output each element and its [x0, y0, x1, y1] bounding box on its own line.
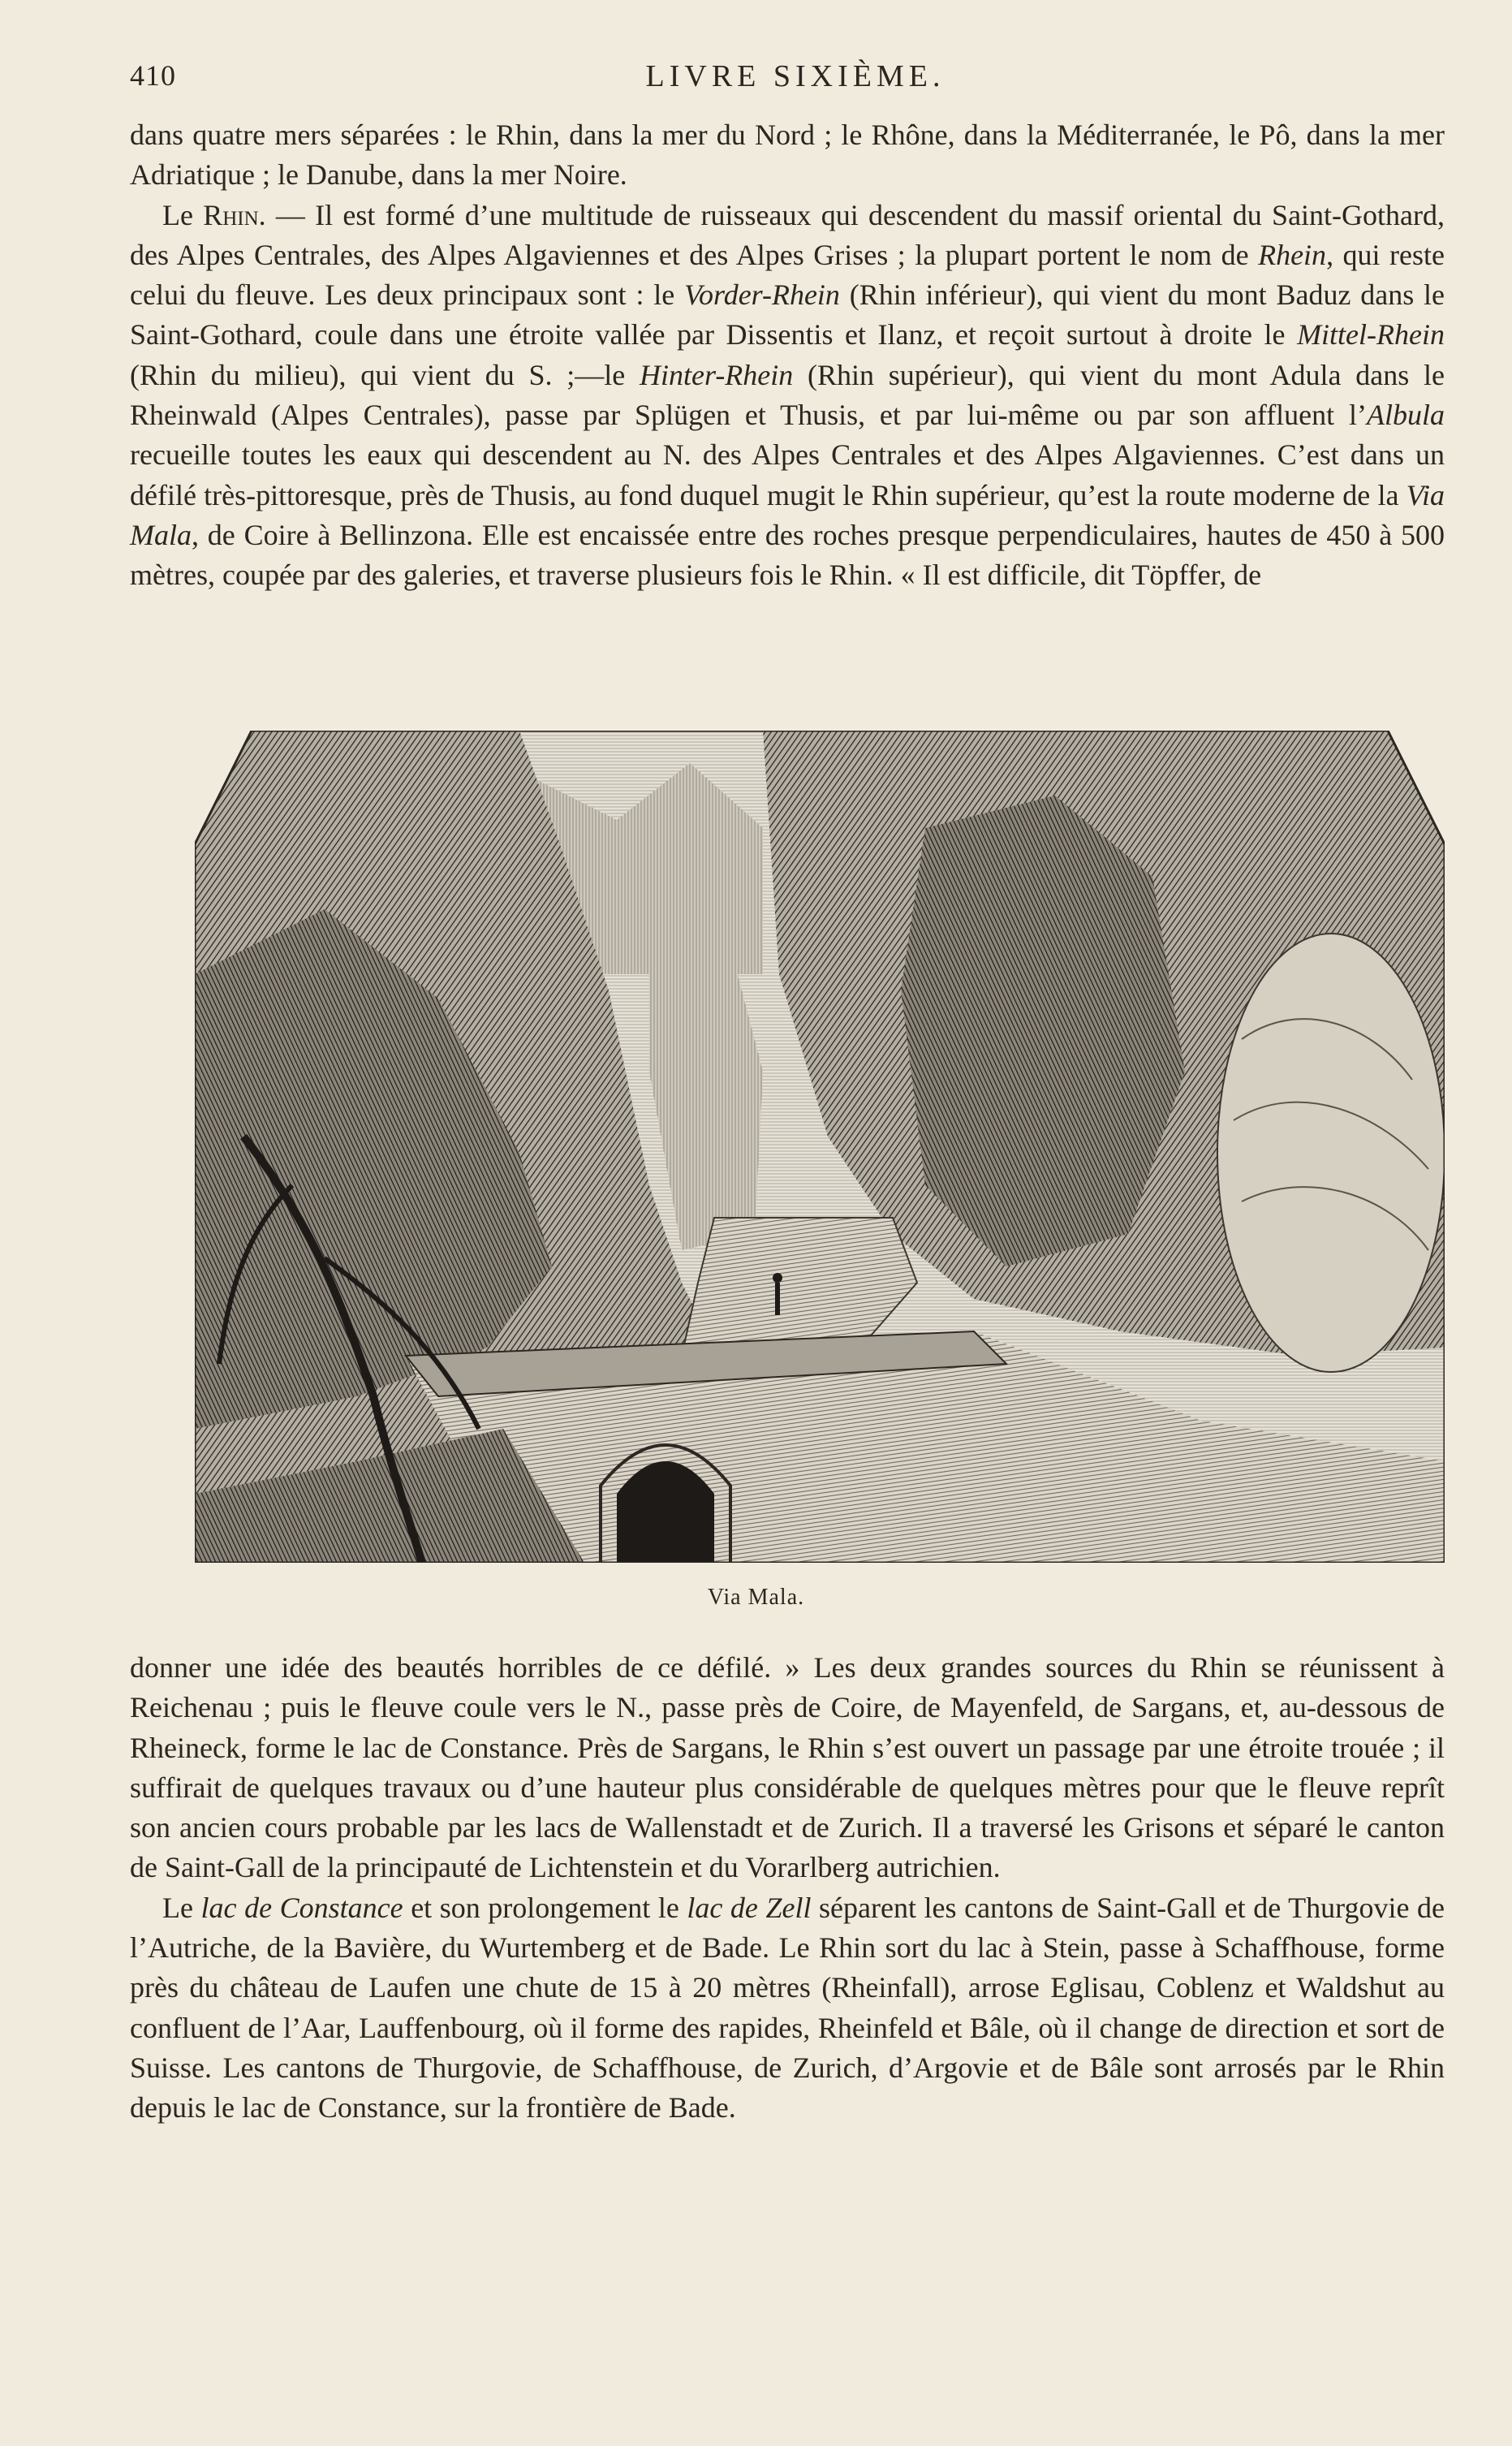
- italic-term: Vorder-Rhein: [684, 278, 840, 312]
- running-title: LIVRE SIXIÈME.: [645, 59, 946, 93]
- engraving-via-mala: [195, 731, 1445, 1563]
- paragraph-rhin: Le Rhin. — Il est formé d’une multitude de ruisseaux qui descendent du massif oriental du Saint-Gothard, des Alpes Centrales, des Alpes Algaviennes et des Alpes Grises ; la plupart portent le nom de Rhein, qui reste celui du fleuve. Les deux principaux sont : le Vorder-Rhein (Rhin inférieur), qui vient du mont Baduz dans le Saint-Gothard, coule dans une étroite vallée par Dissentis et Ilanz, et reçoit surtout à droite le Mittel-Rhein (Rhin du milieu), qui vient du S. ;—le Hinter-Rhein (Rhin supérieur), qui vient du mont Adula dans le Rheinwald (Alpes Centrales), passe par Splügen et Thusis, et par lui-même ou par son affluent l’Albula recueille toutes les eaux qui descendent au N. des Alpes Centrales et des Alpes Algaviennes. C’est dans un défilé très-pittoresque, près de Thusis, au fond duquel mugit le Rhin supérieur, qu’est la route moderne de la Via Mala, de Coire à Bellinzona. Elle est encaissée entre des roches presque perpendiculaires, hautes de 450 à 500 mètres, coupée par des galeries, et traverse plusieurs fois le Rhin. « Il est difficile, dit Töpffer, de: [130, 198, 1445, 592]
- engraving-illustration: [195, 731, 1445, 1563]
- italic-term: Albula: [1367, 399, 1445, 432]
- italic-term: lac de Constance: [200, 1891, 403, 1924]
- paragraph: donner une idée des beautés horribles de ce défilé. » Les deux grandes sources du Rhin se réunissent à Reichenau ; puis le fleuve coule vers le N., passe près de Coire, de Mayenfeld, de Sargans, et, au-dessous de Rheineck, forme le lac de Constance. Près de Sargans, le Rhin s’est ouvert un passage par une étroite trouée ; il suffirait de quelques travaux ou d’une hauteur plus considérable de quelques mètres pour que le fleuve reprît son ancien cours probable par les lacs de Wallenstadt et de Zurich. Il a traversé les Grisons et séparé le canton de Saint-Gall de la principauté de Lichtenstein et du Vorarlberg autrichien.: [130, 1651, 1445, 1884]
- paragraph: dans quatre mers séparées : le Rhin, dans la mer du Nord ; le Rhône, dans la Méditerranée, le Pô, dans la mer Adriatique ; le Danube, dans la mer Noire.: [130, 119, 1445, 192]
- running-header: [130, 58, 1461, 107]
- italic-term: Hinter-Rhein: [640, 358, 794, 391]
- page-number: 410: [130, 59, 176, 92]
- italic-term: lac de Zell: [687, 1891, 812, 1924]
- text-block-top: [130, 115, 1445, 596]
- text-block-bottom: [130, 1648, 1445, 2129]
- section-heading-rhin: Rhin: [203, 198, 259, 231]
- italic-term: Rhein: [1258, 238, 1327, 271]
- italic-term: Mittel-Rhein: [1297, 318, 1445, 352]
- paragraph-constance: Le lac de Constance et son prolongement le lac de Zell séparent les cantons de Saint-Gall et de Thurgovie de l’Autriche, de la Bavière, du Wurtemberg et de Bade. Le Rhin sort du lac à Stein, passe à Schaffhouse, forme près du château de Laufen une chute de 15 à 20 mètres (Rheinfall), arrose Eglisau, Coblenz et Waldshut au confluent de l’Aar, Lauffenbourg, où il forme des rapides, Rheinfeld et Bâle, où il change de direction et sort de Suisse. Les cantons de Thurgovie, de Schaffhouse, de Zurich, d’Argovie et de Bâle sont arrosés par le Rhin depuis le lac de Constance, sur la frontière de Bade.: [130, 1891, 1445, 2125]
- italic-term: Via Mala: [130, 478, 1445, 551]
- figure-caption: Via Mala.: [707, 1585, 805, 1610]
